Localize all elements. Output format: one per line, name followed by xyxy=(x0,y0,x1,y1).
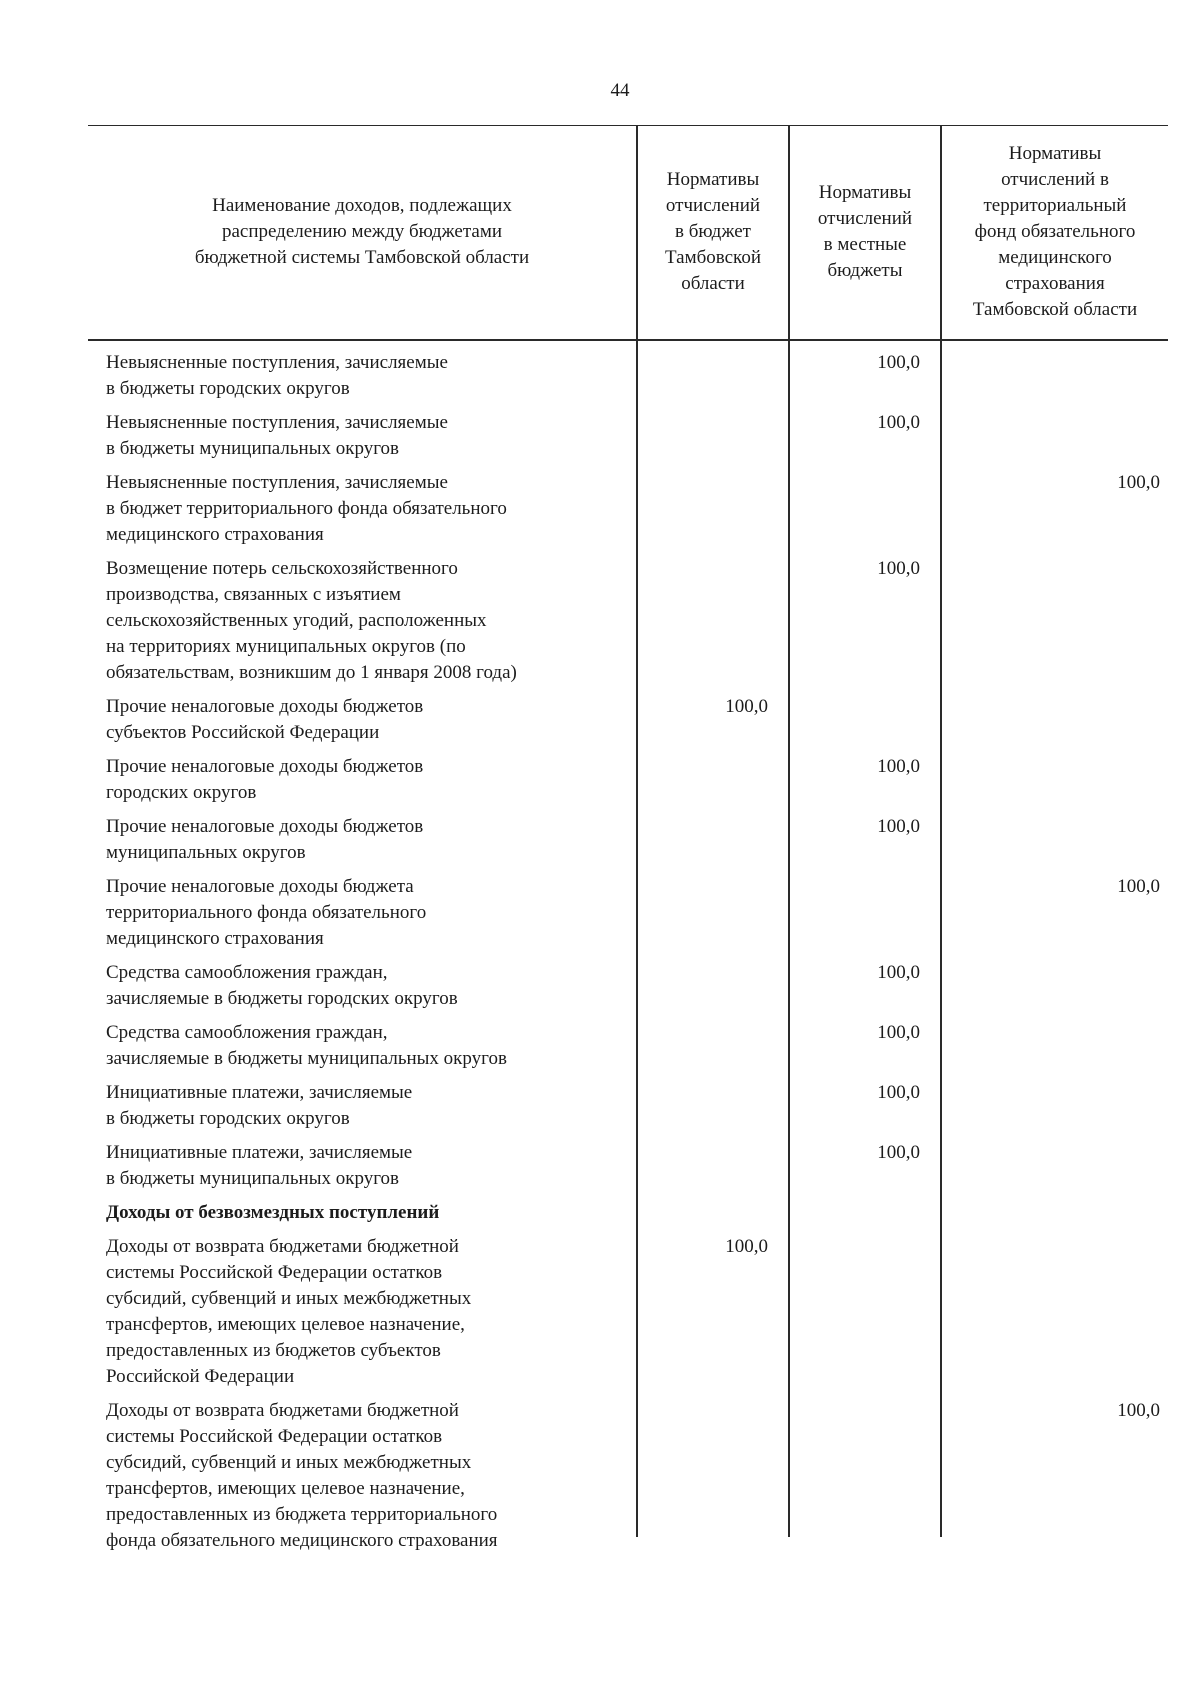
header-local-budgets: Нормативы отчислений в местные бюджеты xyxy=(817,182,913,281)
local-budget-value: 100,0 xyxy=(877,412,920,433)
table-body xyxy=(88,350,1168,1562)
income-name-cell: Прочие неналоговые доходы бюджетов субъектов Российской Федерации xyxy=(106,696,424,743)
income-name-cell: Средства самообложения граждан, зачисляемые в бюджеты городских округов xyxy=(106,962,458,1009)
income-name-cell: Возмещение потерь сельскохозяйственного производства, связанных с изъятием сельскохозяйственных угодий, расположенных на территориях муниципальных округов (по обязательствам, возникшим до 1 января 2008 года) xyxy=(106,558,517,683)
header-income-name: Наименование доходов, подлежащих распределению между бюджетами бюджетной системы Тамбовской области xyxy=(194,195,530,268)
table-row xyxy=(88,350,1168,402)
local-budget-value: 100,0 xyxy=(877,962,920,983)
table-row xyxy=(88,1020,1168,1072)
table-row xyxy=(88,960,1168,1012)
table-row xyxy=(88,874,1168,952)
income-name-cell: Инициативные платежи, зачисляемые в бюджеты городских округов xyxy=(106,1082,413,1129)
local-budget-value: 100,0 xyxy=(877,1082,920,1103)
regional-budget-value: 100,0 xyxy=(725,696,768,717)
income-name-cell: Прочие неналоговые доходы бюджета территориального фонда обязательного медицинского страхования xyxy=(106,876,427,949)
income-name-cell: Невыясненные поступления, зачисляемые в бюджет территориального фонда обязательного медицинского страхования xyxy=(106,472,507,545)
local-budget-value: 100,0 xyxy=(877,558,920,579)
page-number: 44 xyxy=(610,80,630,101)
header-medical-insurance-fund: Нормативы отчислений в территориальный фонд обязательного медицинского страхования Тамбовской области xyxy=(972,143,1138,320)
income-name-cell: Невыясненные поступления, зачисляемые в бюджеты муниципальных округов xyxy=(106,412,448,459)
local-budget-value: 100,0 xyxy=(877,352,920,373)
income-name-cell: Прочие неналоговые доходы бюджетов городских округов xyxy=(106,756,424,803)
header-regional-budget: Нормативы отчислений в бюджет Тамбовской области xyxy=(665,169,761,294)
income-name-cell: Средства самообложения граждан, зачисляемые в бюджеты муниципальных округов xyxy=(106,1022,507,1069)
table-row xyxy=(88,1398,1168,1554)
income-name-cell: Инициативные платежи, зачисляемые в бюджеты муниципальных округов xyxy=(106,1142,413,1189)
medical-fund-value: 100,0 xyxy=(1117,472,1160,493)
income-name-cell: Прочие неналоговые доходы бюджетов муниципальных округов xyxy=(106,816,424,863)
section-heading: Доходы от безвозмездных поступлений xyxy=(106,1202,440,1223)
income-name-cell: Доходы от возврата бюджетами бюджетной системы Российской Федерации остатков субсидий, субвенций и иных межбюджетных трансфертов, имеющих целевое назначение, предоставленных из бюджета территориального фонда обязательного медицинского страхования xyxy=(106,1400,498,1551)
income-name-cell: Доходы от возврата бюджетами бюджетной системы Российской Федерации остатков субсидий, субвенций и иных межбюджетных трансфертов, имеющих целевое назначение, предоставленных из бюджетов субъектов Российской Федерации xyxy=(106,1236,472,1387)
table-row xyxy=(88,694,1168,746)
table-row xyxy=(88,410,1168,462)
table-row xyxy=(88,1200,1168,1226)
table-row xyxy=(88,470,1168,548)
income-name-cell: Невыясненные поступления, зачисляемые в бюджеты городских округов xyxy=(106,352,448,399)
local-budget-value: 100,0 xyxy=(877,1022,920,1043)
local-budget-value: 100,0 xyxy=(877,816,920,837)
medical-fund-value: 100,0 xyxy=(1117,876,1160,897)
regional-budget-value: 100,0 xyxy=(725,1236,768,1257)
income-distribution-table xyxy=(88,125,1168,1551)
medical-fund-value: 100,0 xyxy=(1117,1400,1160,1421)
header-bottom-border xyxy=(88,339,1168,341)
table-row xyxy=(88,1080,1168,1132)
local-budget-value: 100,0 xyxy=(877,1142,920,1163)
table-row xyxy=(88,1234,1168,1390)
table-row xyxy=(88,814,1168,866)
table-row xyxy=(88,556,1168,686)
table-row xyxy=(88,754,1168,806)
local-budget-value: 100,0 xyxy=(877,756,920,777)
table-row xyxy=(88,1140,1168,1192)
